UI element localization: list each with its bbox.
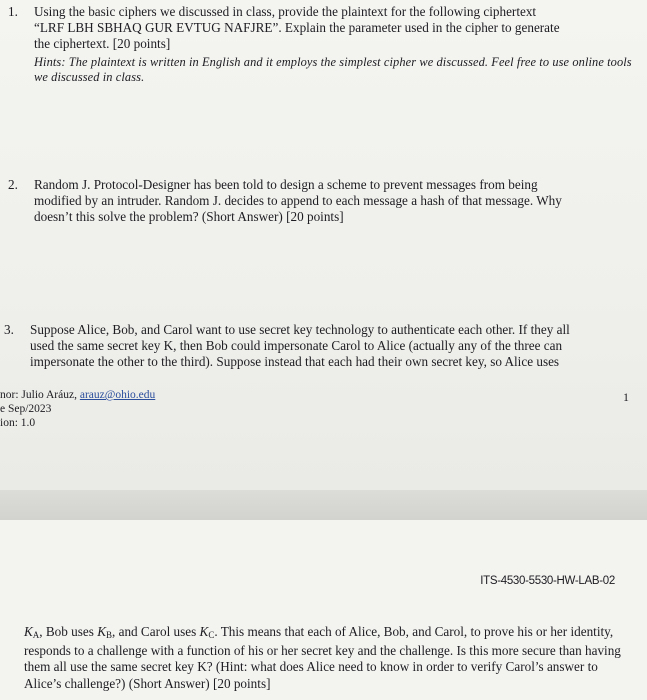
question-1-line-1: Using the basic ciphers we discussed in class, provide the plaintext for the following ciphertext [34, 4, 537, 19]
question-1 [8, 4, 638, 94]
question-2 [8, 177, 638, 232]
question-3-continuation: $K_A$, Bob uses $K_B$, and Carol uses $K_C$. This means that each of Alice, Bob, and Carol, to prove his or her identity, responds to a challenge with a function of his or her secret key and the challenge. Is this more secure than having them all use the same secret key K? (Hint: what does Alice need to know in order to verify Carol’s answer to Alice’s challenge?) (Short Answer) [20 points] [24, 624, 621, 691]
key-symbol-c: $K_C$ [199, 624, 215, 640]
page-number: 1 [623, 390, 629, 404]
question-3-number: 3. [4, 322, 14, 337]
question-1-number: 1. [8, 4, 18, 19]
key-symbol-b: $K_B$ [97, 624, 112, 640]
page-gap [0, 490, 647, 520]
question-1-hint-line-2: we discussed in class. [34, 70, 145, 85]
question-3-line-1: Suppose Alice, Bob, and Carol want to use secret key technology to authenticate each other. If they all [30, 322, 570, 337]
question-2-line-3: doesn’t this solve the problem? (Short Answer) [20 points] [34, 209, 344, 225]
question-3-line-3: impersonate the other to the third). Suppose instead that each had their own secret key, so Alice uses [30, 354, 560, 370]
footer-author-text: nor: Julio Aráuz, [0, 389, 80, 401]
key-symbol-a: $K_A$ [24, 624, 40, 640]
question-2-line-1: Random J. Protocol-Designer has been told to design a scheme to prevent messages from being [34, 177, 538, 192]
question-1-line-3: the ciphertext. [20 points] [34, 36, 171, 52]
question-3 [4, 322, 640, 377]
question-1-hint-line-1: Hints: The plaintext is written in English and it employs the simplest cipher we discussed. Feel free to use online tools [34, 54, 632, 69]
question-2-number: 2. [8, 177, 18, 192]
question-3-line-2: used the same secret key K, then Bob could impersonate Carol to Alice (actually any of the three can [30, 338, 563, 354]
footer-date: e Sep/2023 [0, 403, 52, 415]
question-1-line-2: “LRF LBH SBHAQ GUR EVTUG NAFJRE”. Explain the parameter used in the cipher to generate [34, 20, 560, 36]
page-2-header: ITS-4530-5530-HW-LAB-02 [480, 575, 615, 587]
footer-version: ion: 1.0 [0, 417, 36, 429]
footer-author [0, 389, 155, 402]
question-2-line-2: modified by an intruder. Random J. decides to append to each message a hash of that message. Why [34, 193, 562, 209]
footer-email-link[interactable]: arauz@ohio.edu [79, 389, 156, 401]
